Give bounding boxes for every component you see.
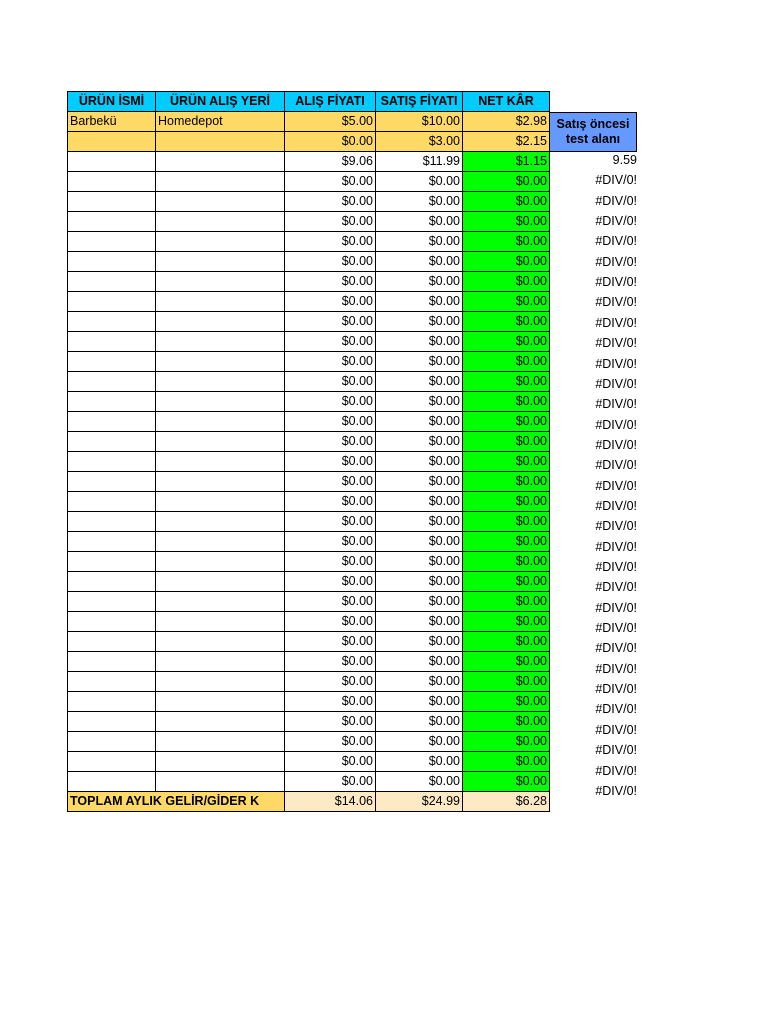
table-row	[68, 192, 550, 212]
cell-purchase-place[interactable]	[156, 392, 285, 412]
cell-product-name[interactable]	[68, 392, 156, 412]
spreadsheet-table	[67, 91, 550, 812]
table-row	[68, 412, 550, 432]
cell-purchase-price[interactable]: $0.00	[285, 252, 376, 272]
cell-net-profit[interactable]: $0.00	[463, 712, 550, 732]
cell-product-name[interactable]	[68, 772, 156, 792]
cell-net-profit[interactable]: $0.00	[463, 232, 550, 252]
cell-product-name[interactable]	[68, 652, 156, 672]
test-result-cell[interactable]: #DIV/0!	[595, 417, 637, 432]
test-result-cell[interactable]: #DIV/0!	[595, 458, 637, 473]
cell-purchase-place[interactable]	[156, 332, 285, 352]
cell-net-profit[interactable]: $0.00	[463, 432, 550, 452]
table-row	[68, 592, 550, 612]
test-area-line1: Satış öncesi	[556, 117, 630, 131]
table-row	[68, 372, 550, 392]
header-cell-net-profit[interactable]: NET KÂR	[463, 92, 550, 112]
cell-product-name[interactable]	[68, 372, 156, 392]
cell-sale-price[interactable]: $0.00	[376, 472, 463, 492]
test-result-cell[interactable]: #DIV/0!	[595, 682, 637, 697]
test-result-cell[interactable]: #DIV/0!	[595, 275, 637, 290]
cell-purchase-place[interactable]	[156, 132, 285, 152]
cell-purchase-price[interactable]: $0.00	[285, 452, 376, 472]
cell-purchase-price[interactable]: $0.00	[285, 192, 376, 212]
cell-sale-price[interactable]: $0.00	[376, 772, 463, 792]
cell-purchase-place[interactable]	[156, 252, 285, 272]
test-result-cell[interactable]: #DIV/0!	[595, 254, 637, 269]
cell-sale-price[interactable]: $0.00	[376, 372, 463, 392]
cell-net-profit[interactable]: $0.00	[463, 532, 550, 552]
cell-purchase-price[interactable]: $9.06	[285, 152, 376, 172]
cell-purchase-place[interactable]	[156, 432, 285, 452]
test-result-cell[interactable]: 9.59	[612, 153, 637, 167]
header-cell-sale-price[interactable]: SATIŞ FİYATI	[376, 92, 463, 112]
test-result-cell[interactable]: #DIV/0!	[595, 641, 637, 656]
cell-net-profit[interactable]: $0.00	[463, 352, 550, 372]
cell-purchase-price[interactable]: $0.00	[285, 532, 376, 552]
table-row	[68, 312, 550, 332]
cell-purchase-place[interactable]	[156, 732, 285, 752]
table-row	[68, 492, 550, 512]
cell-sale-price[interactable]: $0.00	[376, 172, 463, 192]
cell-product-name[interactable]	[68, 612, 156, 632]
cell-net-profit[interactable]: $0.00	[463, 212, 550, 232]
cell-purchase-place[interactable]: Homedepot	[156, 112, 285, 132]
test-result-cell[interactable]: #DIV/0!	[595, 376, 637, 391]
table-row	[68, 572, 550, 592]
cell-purchase-place[interactable]	[156, 632, 285, 652]
cell-net-profit[interactable]: $0.00	[463, 192, 550, 212]
cell-purchase-price[interactable]: $0.00	[285, 552, 376, 572]
cell-purchase-price[interactable]: $0.00	[285, 472, 376, 492]
cell-net-profit[interactable]: $0.00	[463, 512, 550, 532]
cell-sale-price[interactable]: $0.00	[376, 412, 463, 432]
cell-sale-price[interactable]: $0.00	[376, 632, 463, 652]
cell-purchase-place[interactable]	[156, 352, 285, 372]
cell-product-name[interactable]	[68, 192, 156, 212]
cell-purchase-price[interactable]: $0.00	[285, 172, 376, 192]
cell-product-name[interactable]	[68, 672, 156, 692]
cell-net-profit[interactable]: $0.00	[463, 732, 550, 752]
test-result-cell[interactable]: #DIV/0!	[595, 478, 637, 493]
test-result-cell[interactable]: #DIV/0!	[595, 783, 637, 798]
cell-product-name[interactable]	[68, 332, 156, 352]
cell-product-name[interactable]: Barbekü	[68, 112, 156, 132]
table-row	[68, 752, 550, 772]
cell-product-name[interactable]	[68, 552, 156, 572]
table-row	[68, 432, 550, 452]
cell-sale-price[interactable]: $0.00	[376, 572, 463, 592]
cell-product-name[interactable]	[68, 592, 156, 612]
cell-purchase-place[interactable]	[156, 552, 285, 572]
test-result-cell[interactable]: #DIV/0!	[595, 519, 637, 534]
table-row	[68, 232, 550, 252]
cell-sale-price[interactable]: $0.00	[376, 732, 463, 752]
total-purchase-price[interactable]: $14.06	[285, 792, 376, 812]
cell-purchase-place[interactable]	[156, 212, 285, 232]
cell-net-profit[interactable]: $0.00	[463, 492, 550, 512]
cell-product-name[interactable]	[68, 232, 156, 252]
total-sale-price[interactable]: $24.99	[376, 792, 463, 812]
cell-net-profit[interactable]: $0.00	[463, 272, 550, 292]
test-area-label[interactable]	[549, 112, 637, 152]
test-result-cell[interactable]: #DIV/0!	[595, 173, 637, 188]
cell-purchase-price[interactable]: $0.00	[285, 372, 376, 392]
cell-purchase-place[interactable]	[156, 292, 285, 312]
cell-sale-price[interactable]: $0.00	[376, 652, 463, 672]
cell-product-name[interactable]	[68, 412, 156, 432]
cell-purchase-price[interactable]: $0.00	[285, 312, 376, 332]
test-result-cell[interactable]: #DIV/0!	[595, 336, 637, 351]
cell-net-profit[interactable]: $0.00	[463, 652, 550, 672]
cell-purchase-place[interactable]	[156, 272, 285, 292]
cell-product-name[interactable]	[68, 712, 156, 732]
cell-sale-price[interactable]: $0.00	[376, 712, 463, 732]
cell-purchase-place[interactable]	[156, 612, 285, 632]
cell-purchase-price[interactable]: $0.00	[285, 772, 376, 792]
cell-purchase-price[interactable]: $0.00	[285, 492, 376, 512]
cell-sale-price[interactable]: $0.00	[376, 612, 463, 632]
cell-net-profit[interactable]: $0.00	[463, 552, 550, 572]
table-row	[68, 252, 550, 272]
cell-sale-price[interactable]: $0.00	[376, 292, 463, 312]
table-row	[68, 272, 550, 292]
table-row	[68, 692, 550, 712]
cell-purchase-price[interactable]: $0.00	[285, 572, 376, 592]
cell-net-profit[interactable]: $0.00	[463, 372, 550, 392]
table-row	[68, 732, 550, 752]
cell-product-name[interactable]	[68, 512, 156, 532]
test-result-cell[interactable]: #DIV/0!	[595, 397, 637, 412]
cell-sale-price[interactable]: $0.00	[376, 692, 463, 712]
test-result-cell[interactable]: #DIV/0!	[595, 498, 637, 513]
cell-sale-price[interactable]: $0.00	[376, 672, 463, 692]
cell-purchase-price[interactable]: $0.00	[285, 652, 376, 672]
table-row	[68, 472, 550, 492]
table-row	[68, 512, 550, 532]
table-row	[68, 632, 550, 652]
cell-purchase-price[interactable]: $0.00	[285, 132, 376, 152]
cell-product-name[interactable]	[68, 312, 156, 332]
test-result-cell[interactable]: #DIV/0!	[595, 356, 637, 371]
test-result-cell[interactable]: #DIV/0!	[595, 295, 637, 310]
cell-net-profit[interactable]: $0.00	[463, 772, 550, 792]
cell-purchase-price[interactable]: $0.00	[285, 352, 376, 372]
cell-net-profit[interactable]: $0.00	[463, 312, 550, 332]
cell-sale-price[interactable]: $0.00	[376, 232, 463, 252]
cell-purchase-place[interactable]	[156, 172, 285, 192]
cell-purchase-price[interactable]: $0.00	[285, 432, 376, 452]
test-result-cell[interactable]: #DIV/0!	[595, 661, 637, 676]
cell-net-profit[interactable]: $1.15	[463, 152, 550, 172]
table-row	[68, 152, 550, 172]
cell-net-profit[interactable]: $0.00	[463, 172, 550, 192]
cell-sale-price[interactable]: $0.00	[376, 272, 463, 292]
cell-net-profit[interactable]: $0.00	[463, 332, 550, 352]
cell-sale-price[interactable]: $10.00	[376, 112, 463, 132]
cell-purchase-place[interactable]	[156, 152, 285, 172]
cell-product-name[interactable]	[68, 632, 156, 652]
table-row	[68, 172, 550, 192]
test-result-cell[interactable]: #DIV/0!	[595, 702, 637, 717]
cell-net-profit[interactable]: $0.00	[463, 392, 550, 412]
cell-product-name[interactable]	[68, 212, 156, 232]
cell-purchase-price[interactable]: $0.00	[285, 612, 376, 632]
table-row	[68, 672, 550, 692]
header-cell-purchase-price[interactable]: ALIŞ FİYATI	[285, 92, 376, 112]
test-result-cell[interactable]: #DIV/0!	[595, 743, 637, 758]
cell-product-name[interactable]	[68, 272, 156, 292]
cell-sale-price[interactable]: $11.99	[376, 152, 463, 172]
cell-net-profit[interactable]: $2.15	[463, 132, 550, 152]
test-area-line2: test alanı	[565, 132, 621, 146]
cell-purchase-price[interactable]: $0.00	[285, 752, 376, 772]
cell-sale-price[interactable]: $0.00	[376, 532, 463, 552]
cell-purchase-place[interactable]	[156, 472, 285, 492]
cell-purchase-price[interactable]: $5.00	[285, 112, 376, 132]
cell-sale-price[interactable]: $3.00	[376, 132, 463, 152]
cell-sale-price[interactable]: $0.00	[376, 752, 463, 772]
test-result-cell[interactable]: #DIV/0!	[595, 722, 637, 737]
cell-net-profit[interactable]: $0.00	[463, 692, 550, 712]
cell-purchase-place[interactable]	[156, 452, 285, 472]
cell-product-name[interactable]	[68, 692, 156, 712]
total-row	[68, 792, 550, 812]
cell-product-name[interactable]	[68, 492, 156, 512]
cell-product-name[interactable]	[68, 532, 156, 552]
cell-sale-price[interactable]: $0.00	[376, 432, 463, 452]
test-result-cell[interactable]: #DIV/0!	[595, 193, 637, 208]
cell-purchase-price[interactable]: $0.00	[285, 212, 376, 232]
cell-purchase-price[interactable]: $0.00	[285, 392, 376, 412]
cell-net-profit[interactable]: $0.00	[463, 412, 550, 432]
cell-purchase-place[interactable]	[156, 692, 285, 712]
cell-product-name[interactable]	[68, 452, 156, 472]
total-net-profit[interactable]: $6.28	[463, 792, 550, 812]
cell-product-name[interactable]	[68, 432, 156, 452]
cell-purchase-place[interactable]	[156, 492, 285, 512]
table-row	[68, 612, 550, 632]
cell-purchase-price[interactable]: $0.00	[285, 272, 376, 292]
table-row	[68, 132, 550, 152]
table-row	[68, 392, 550, 412]
cell-net-profit[interactable]: $0.00	[463, 752, 550, 772]
cell-purchase-price[interactable]: $0.00	[285, 332, 376, 352]
cell-net-profit[interactable]: $0.00	[463, 612, 550, 632]
table-row	[68, 112, 550, 132]
cell-sale-price[interactable]: $0.00	[376, 252, 463, 272]
header-row	[68, 92, 550, 112]
cell-purchase-price[interactable]: $0.00	[285, 632, 376, 652]
cell-purchase-price[interactable]: $0.00	[285, 512, 376, 532]
cell-purchase-place[interactable]	[156, 672, 285, 692]
table-row	[68, 352, 550, 372]
cell-purchase-place[interactable]	[156, 752, 285, 772]
cell-purchase-price[interactable]: $0.00	[285, 732, 376, 752]
test-result-cell[interactable]: #DIV/0!	[595, 315, 637, 330]
cell-product-name[interactable]	[68, 132, 156, 152]
table-row	[68, 292, 550, 312]
test-result-cell[interactable]: #DIV/0!	[595, 539, 637, 554]
cell-purchase-price[interactable]: $0.00	[285, 712, 376, 732]
table-row	[68, 332, 550, 352]
test-result-cell[interactable]: #DIV/0!	[595, 580, 637, 595]
cell-purchase-place[interactable]	[156, 192, 285, 212]
cell-product-name[interactable]	[68, 572, 156, 592]
cell-net-profit[interactable]: $0.00	[463, 632, 550, 652]
cell-product-name[interactable]	[68, 152, 156, 172]
test-result-cell[interactable]: #DIV/0!	[595, 560, 637, 574]
cell-product-name[interactable]	[68, 752, 156, 772]
cell-net-profit[interactable]: $0.00	[463, 292, 550, 312]
cell-purchase-place[interactable]	[156, 652, 285, 672]
cell-net-profit[interactable]: $0.00	[463, 472, 550, 492]
test-result-cell[interactable]: #DIV/0!	[595, 621, 637, 636]
cell-sale-price[interactable]: $0.00	[376, 352, 463, 372]
cell-purchase-place[interactable]	[156, 592, 285, 612]
header-cell-product-name[interactable]: ÜRÜN İSMİ	[68, 92, 156, 112]
cell-purchase-place[interactable]	[156, 412, 285, 432]
cell-product-name[interactable]	[68, 172, 156, 192]
cell-sale-price[interactable]: $0.00	[376, 332, 463, 352]
cell-sale-price[interactable]: $0.00	[376, 592, 463, 612]
cell-net-profit[interactable]: $2.98	[463, 112, 550, 132]
cell-purchase-place[interactable]	[156, 312, 285, 332]
cell-purchase-place[interactable]	[156, 712, 285, 732]
cell-purchase-place[interactable]	[156, 532, 285, 552]
table-row	[68, 532, 550, 552]
cell-net-profit[interactable]: $0.00	[463, 452, 550, 472]
table-row	[68, 212, 550, 232]
cell-purchase-place[interactable]	[156, 372, 285, 392]
test-result-cell[interactable]: #DIV/0!	[595, 437, 637, 452]
cell-sale-price[interactable]: $0.00	[376, 452, 463, 472]
cell-purchase-place[interactable]	[156, 572, 285, 592]
cell-sale-price[interactable]: $0.00	[376, 552, 463, 572]
cell-sale-price[interactable]: $0.00	[376, 512, 463, 532]
table-row	[68, 712, 550, 732]
cell-purchase-price[interactable]: $0.00	[285, 592, 376, 612]
cell-purchase-price[interactable]: $0.00	[285, 672, 376, 692]
cell-sale-price[interactable]: $0.00	[376, 392, 463, 412]
cell-net-profit[interactable]: $0.00	[463, 672, 550, 692]
cell-product-name[interactable]	[68, 292, 156, 312]
cell-sale-price[interactable]: $0.00	[376, 492, 463, 512]
cell-product-name[interactable]	[68, 732, 156, 752]
cell-purchase-price[interactable]: $0.00	[285, 292, 376, 312]
table-row	[68, 452, 550, 472]
cell-purchase-price[interactable]: $0.00	[285, 692, 376, 712]
header-cell-purchase-place[interactable]: ÜRÜN ALIŞ YERİ	[156, 92, 285, 112]
cell-sale-price[interactable]: $0.00	[376, 192, 463, 212]
cell-net-profit[interactable]: $0.00	[463, 252, 550, 272]
cell-product-name[interactable]	[68, 252, 156, 272]
test-result-cell[interactable]: #DIV/0!	[595, 600, 637, 615]
test-result-cell[interactable]: #DIV/0!	[595, 763, 637, 778]
cell-net-profit[interactable]: $0.00	[463, 572, 550, 592]
table-row	[68, 552, 550, 572]
cell-product-name[interactable]	[68, 352, 156, 372]
cell-purchase-place[interactable]	[156, 232, 285, 252]
cell-purchase-price[interactable]: $0.00	[285, 232, 376, 252]
cell-sale-price[interactable]: $0.00	[376, 212, 463, 232]
test-result-cell[interactable]: #DIV/0!	[595, 234, 637, 249]
test-result-cell[interactable]: #DIV/0!	[595, 214, 637, 229]
cell-purchase-price[interactable]: $0.00	[285, 412, 376, 432]
cell-product-name[interactable]	[68, 472, 156, 492]
table-row	[68, 652, 550, 672]
cell-purchase-place[interactable]	[156, 512, 285, 532]
cell-purchase-place[interactable]	[156, 772, 285, 792]
total-label[interactable]: TOPLAM AYLIK GELİR/GİDER K	[68, 792, 285, 812]
cell-net-profit[interactable]: $0.00	[463, 592, 550, 612]
cell-sale-price[interactable]: $0.00	[376, 312, 463, 332]
table-row	[68, 772, 550, 792]
